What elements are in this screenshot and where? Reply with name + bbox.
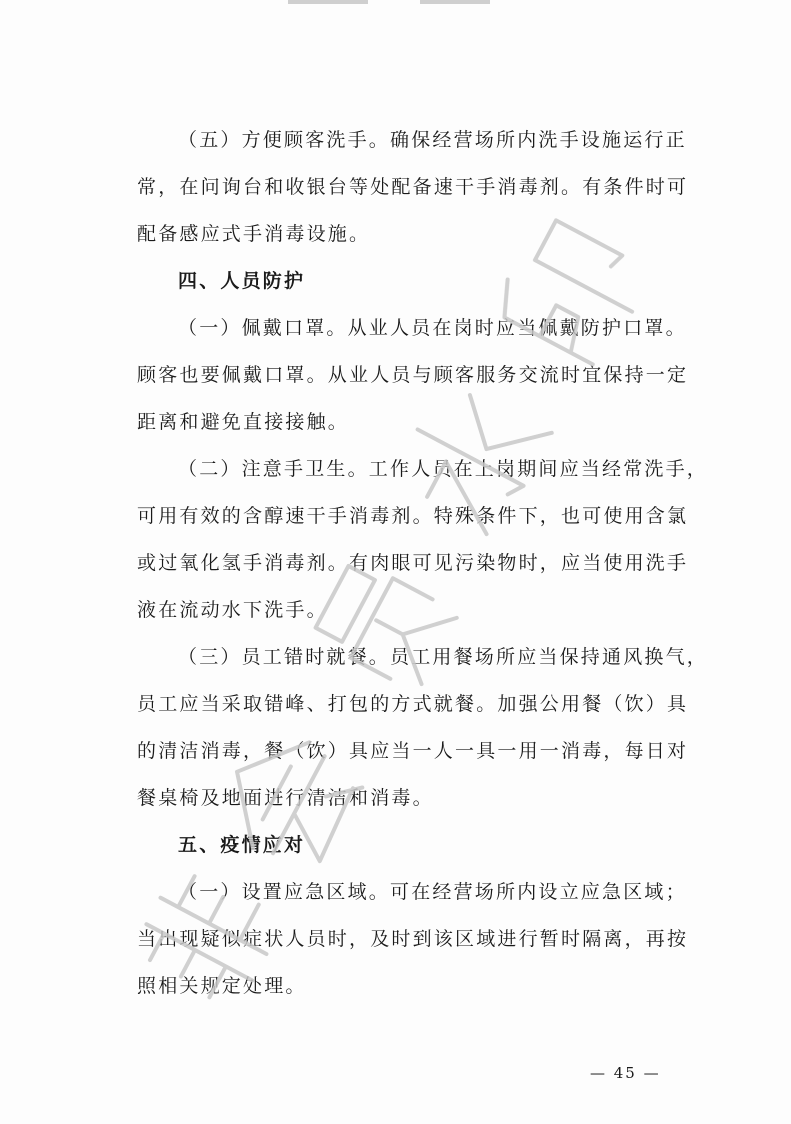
scan-edge-mark [420, 0, 490, 4]
paragraph-line: 照相关规定处理。 [137, 975, 307, 997]
paragraph-line: 员工应当采取错峰、打包的方式就餐。加强公用餐（饮）具 [137, 693, 689, 715]
paragraph-line: （三）员工错时就餐。员工用餐场所应当保持通风换气， [178, 646, 709, 668]
paragraph-line: （一）设置应急区域。可在经营场所内设立应急区域； [178, 881, 687, 903]
paragraph-line: 的清洁消毒，餐（饮）具应当一人一具一用一消毒，每日对 [137, 740, 689, 762]
page-number: — 45 — [590, 1064, 661, 1082]
paragraph-line: 距离和避免直接接触。 [137, 411, 350, 433]
paragraph-line: （二）注意手卫生。工作人员在上岗期间应当经常洗手， [178, 458, 709, 480]
scan-edge-mark [288, 0, 368, 4]
paragraph-line: 可用有效的含醇速干手消毒剂。特殊条件下，也可使用含氯 [137, 505, 689, 527]
paragraph-line: 顾客也要佩戴口罩。从业人员与顾客服务交流时宜保持一定 [137, 364, 689, 386]
paragraph-line: 餐桌椅及地面进行清洁和消毒。 [137, 787, 434, 809]
section-heading: 五、疫情应对 [178, 834, 306, 856]
paragraph-line: 当出现疑似症状人员时，及时到该区域进行暂时隔离，再按 [137, 928, 689, 950]
paragraph-line: 液在流动水下洗手。 [137, 599, 328, 621]
paragraph-line: （一）佩戴口罩。从业人员在岗时应当佩戴防护口罩。 [178, 317, 687, 339]
section-heading: 四、人员防护 [178, 270, 306, 292]
paragraph-line: 常，在问询台和收银台等处配备速干手消毒剂。有条件时可 [137, 176, 689, 198]
paragraph-line: （五）方便顾客洗手。确保经营场所内洗手设施运行正 [178, 129, 687, 151]
paragraph-line: 配备感应式手消毒设施。 [137, 223, 371, 245]
paragraph-line: 或过氧化氢手消毒剂。有肉眼可见污染物时，应当使用洗手 [137, 552, 689, 574]
